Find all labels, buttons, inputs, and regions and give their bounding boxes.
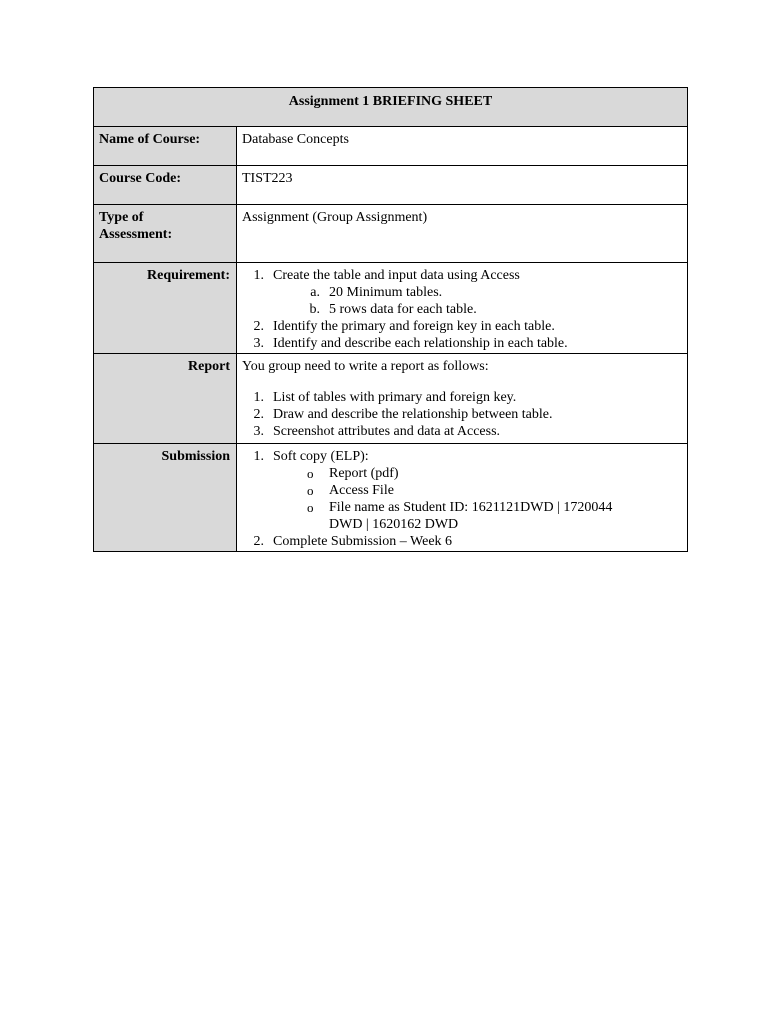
list-item-text: File name as Student ID: 1621121DWD | 1720044	[329, 500, 613, 515]
report-label: Report	[94, 354, 237, 444]
list-item-text: 5 rows data for each table.	[329, 302, 477, 317]
course-code-row	[94, 166, 688, 205]
course-name-row	[94, 127, 688, 166]
assessment-type-label-line2: Assessment:	[99, 227, 173, 242]
submission-list	[237, 444, 688, 552]
report-intro: You group need to write a report as follows:	[242, 359, 489, 374]
list-marker: b.	[309, 302, 320, 317]
list-marker: 2.	[253, 407, 264, 422]
assessment-type-label	[94, 205, 237, 263]
list-item-text: DWD | 1620162 DWD	[329, 517, 459, 532]
list-marker	[307, 516, 320, 533]
list-item	[242, 284, 682, 301]
requirement-row	[94, 263, 688, 354]
list-item	[242, 406, 682, 423]
list-item	[242, 267, 682, 284]
assessment-type-row	[94, 205, 688, 263]
list-item	[242, 465, 682, 482]
list-item-continuation	[242, 516, 682, 533]
list-item	[242, 448, 682, 465]
list-item-text: Screenshot attributes and data at Access.	[273, 424, 501, 439]
list-marker: 1.	[253, 449, 264, 464]
bullet-icon: o	[307, 500, 314, 515]
list-marker: 3.	[253, 424, 264, 439]
list-item-text: Complete Submission – Week 6	[273, 534, 453, 549]
requirement-list	[237, 263, 688, 354]
title-row	[94, 88, 688, 127]
submission-row	[94, 444, 688, 552]
bullet-icon: o	[307, 483, 314, 498]
list-item-text: Draw and describe the relationship between table.	[273, 407, 553, 422]
list-item-text: 20 Minimum tables.	[329, 285, 443, 300]
list-item-text: Create the table and input data using Access	[273, 268, 520, 283]
requirement-label: Requirement:	[94, 263, 237, 354]
assessment-type-value: Assignment (Group Assignment)	[237, 205, 688, 263]
bullet-icon: o	[307, 466, 314, 481]
course-code-label: Course Code:	[94, 166, 237, 205]
submission-label: Submission	[94, 444, 237, 552]
list-item	[242, 482, 682, 499]
briefing-sheet-table	[93, 87, 688, 552]
list-marker: 2.	[253, 319, 264, 334]
list-marker: 1.	[253, 268, 264, 283]
list-item	[242, 533, 682, 550]
list-marker: 1.	[253, 390, 264, 405]
list-item	[242, 318, 682, 335]
course-code-value: TIST223	[237, 166, 688, 205]
assessment-type-label-line1: Type of	[99, 210, 144, 225]
list-item-text: Identify the primary and foreign key in each table.	[273, 319, 555, 334]
list-item	[242, 301, 682, 318]
list-item-text: Soft copy (ELP):	[273, 449, 369, 464]
spacer	[242, 375, 682, 389]
list-item-text: Report (pdf)	[329, 466, 399, 481]
list-item	[242, 335, 682, 352]
list-item	[242, 389, 682, 406]
sheet-title: Assignment 1 BRIEFING SHEET	[94, 88, 688, 127]
list-item	[242, 423, 682, 440]
list-marker: 2.	[253, 534, 264, 549]
report-list	[237, 354, 688, 444]
course-name-label: Name of Course:	[94, 127, 237, 166]
list-marker: 3.	[253, 336, 264, 351]
list-marker: a.	[310, 285, 320, 300]
report-row	[94, 354, 688, 444]
list-item	[242, 499, 682, 516]
list-item-text: Identify and describe each relationship in each table.	[273, 336, 568, 351]
list-item-text: Access File	[329, 483, 394, 498]
list-item-text: List of tables with primary and foreign key.	[273, 390, 517, 405]
course-name-value: Database Concepts	[237, 127, 688, 166]
